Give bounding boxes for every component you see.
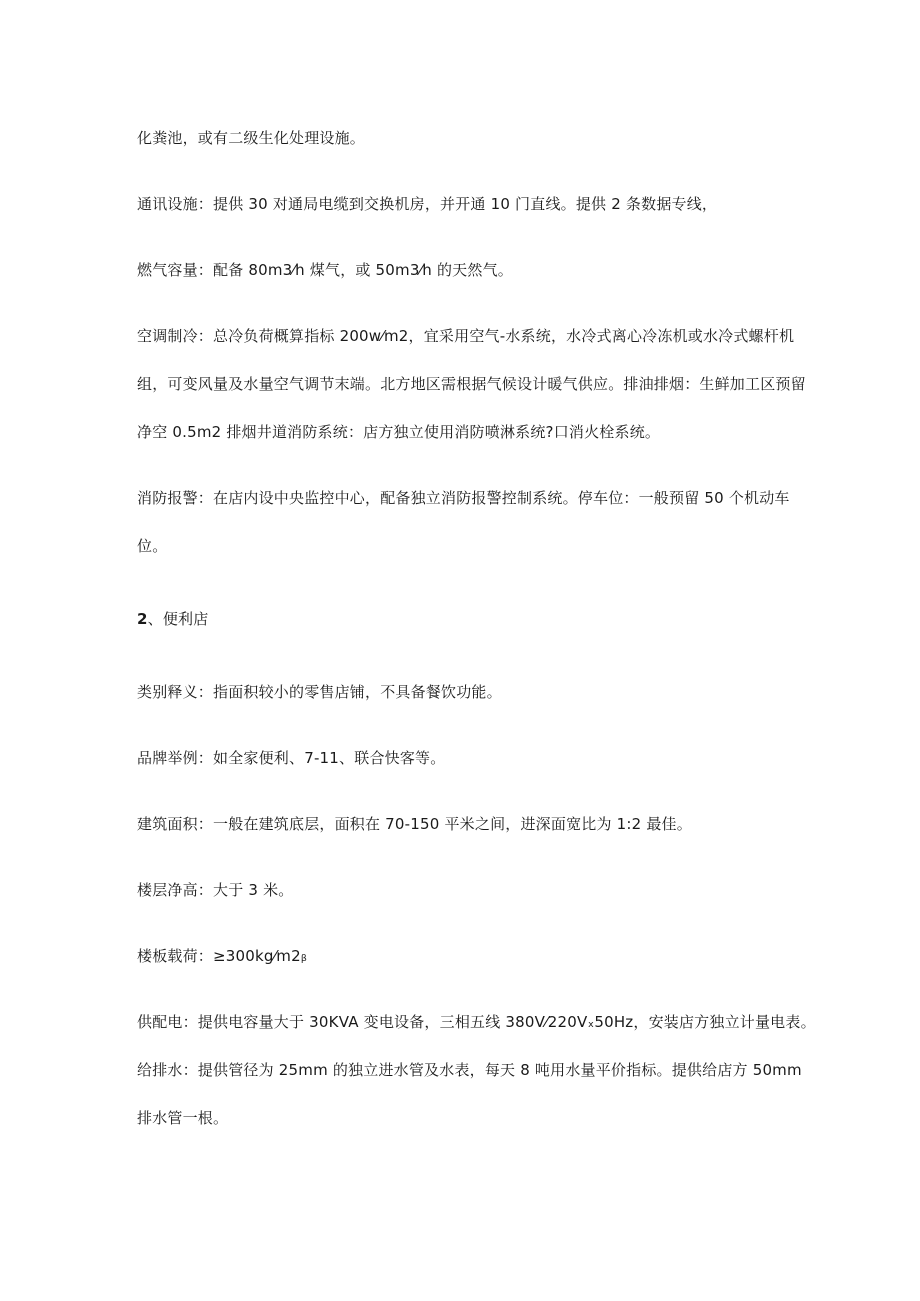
text-line: 楼板载荷：≥300kg⁄m2ᵦ — [137, 947, 308, 965]
text-line: 给排水：提供管径为 25mm 的独立进水管及水表，每天 8 吨用水量平价指标。提供给店方 50mm — [137, 1061, 802, 1079]
text-line: 空调制冷：总冷负荷概算指标 200w⁄m2，宜采用空气-水系统，水冷式离心冷冻机或水冷式螺杆机 — [137, 327, 795, 345]
text-line: 燃气容量：配备 80m3⁄h 煤气，或 50m3⁄h 的天然气。 — [137, 261, 513, 279]
text-line: 通讯设施：提供 30 对通局电缆到交换机房，并开通 10 门直线。提供 2 条数据专线， — [137, 195, 718, 213]
text-line: 排水管一根。 — [137, 1109, 229, 1127]
text-line: 位。 — [137, 537, 168, 555]
text-line: 类别释义：指面积较小的零售店铺，不具备餐饮功能。 — [137, 683, 502, 701]
text-line: 化粪池，或有二级生化处理设施。 — [137, 129, 366, 147]
text-line: 组，可变风量及水量空气调节末端。北方地区需根据气候设计暖气供应。排油排烟：生鲜加工区预留 — [137, 375, 806, 393]
section-number: 2 — [137, 610, 148, 628]
text-line: 品牌举例：如全家便利、7-11、联合快客等。 — [137, 749, 446, 767]
text-line: 楼层净高：大于 3 米。 — [137, 881, 294, 899]
text-line: 建筑面积：一般在建筑底层，面积在 70-150 平米之间，进深面宽比为 1:2 最佳。 — [137, 815, 692, 833]
section-heading — [137, 609, 208, 629]
text-line: 供配电：提供电容量大于 30KVA 变电设备，三相五线 380V⁄220Vₓ50Hz，安装店方独立计量电表。 — [137, 1013, 816, 1031]
text-line: 净空 0.5m2 排烟井道消防系统：店方独立使用消防喷淋系统?口消火栓系统。 — [137, 423, 661, 441]
section-title: 、便利店 — [147, 610, 209, 628]
text-line: 消防报警：在店内设中央监控中心，配备独立消防报警控制系统。停车位：一般预留 50 个机动车 — [137, 489, 790, 507]
